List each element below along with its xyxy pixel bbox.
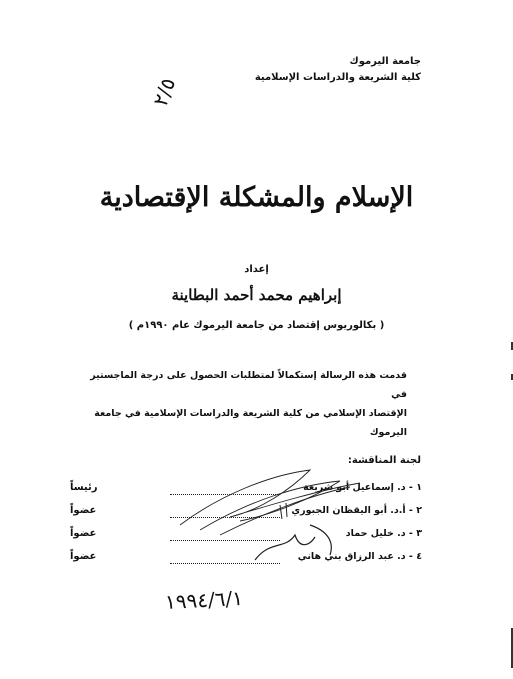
handwritten-date: ١٩٩٤/٦/١ <box>164 585 244 615</box>
university-name: جامعة اليرموك <box>349 56 421 67</box>
committee-member-role: عضواً <box>70 551 97 562</box>
signature-stroke <box>255 525 331 560</box>
committee-member-role: عضواً <box>70 528 97 539</box>
author-degree: ( بكالوريوس إقتصاد من جامعة اليرموك عام ١٩٩٠م ) <box>128 320 385 331</box>
purpose-statement <box>77 366 407 442</box>
committee-member-name: ٣ - د. خليل حماد <box>345 528 422 539</box>
thesis-title: الإسلام والمشكلة الإقتصادية <box>99 182 414 213</box>
signature-stroke <box>280 503 287 519</box>
committee-member-name: ٤ - د. عبد الرزاق بني هاني <box>297 551 422 562</box>
purpose-line-1: قدمت هذه الرسالة إستكمالاً لمتطلبات الحصول على درجة الماجستير في <box>90 370 407 400</box>
prepared-by-label: إعداد <box>244 264 269 275</box>
faculty-name: كلية الشريعة والدراسات الإسلامية <box>254 72 421 83</box>
committee-member-role: عضواً <box>70 505 97 516</box>
committee-heading: لجنة المناقشة: <box>347 455 421 466</box>
handwritten-note: ٢/٥ <box>148 74 181 110</box>
handwritten-signatures <box>160 455 420 575</box>
committee-member-role: رئيساً <box>70 482 98 493</box>
signature-stroke <box>220 487 350 535</box>
author-name: إبراهيم محمد أحمد البطاينة <box>171 286 342 304</box>
committee-member-name: ٢ - أ.د. أبو اليقظان الجبوري <box>291 505 422 516</box>
committee-member-name: ١ - د. إسماعيل أبو شريعة <box>303 482 422 493</box>
purpose-line-2: الإقتصاد الإسلامي من كلية الشريعة والدراسات الإسلامية في جامعة اليرموك <box>94 408 407 438</box>
